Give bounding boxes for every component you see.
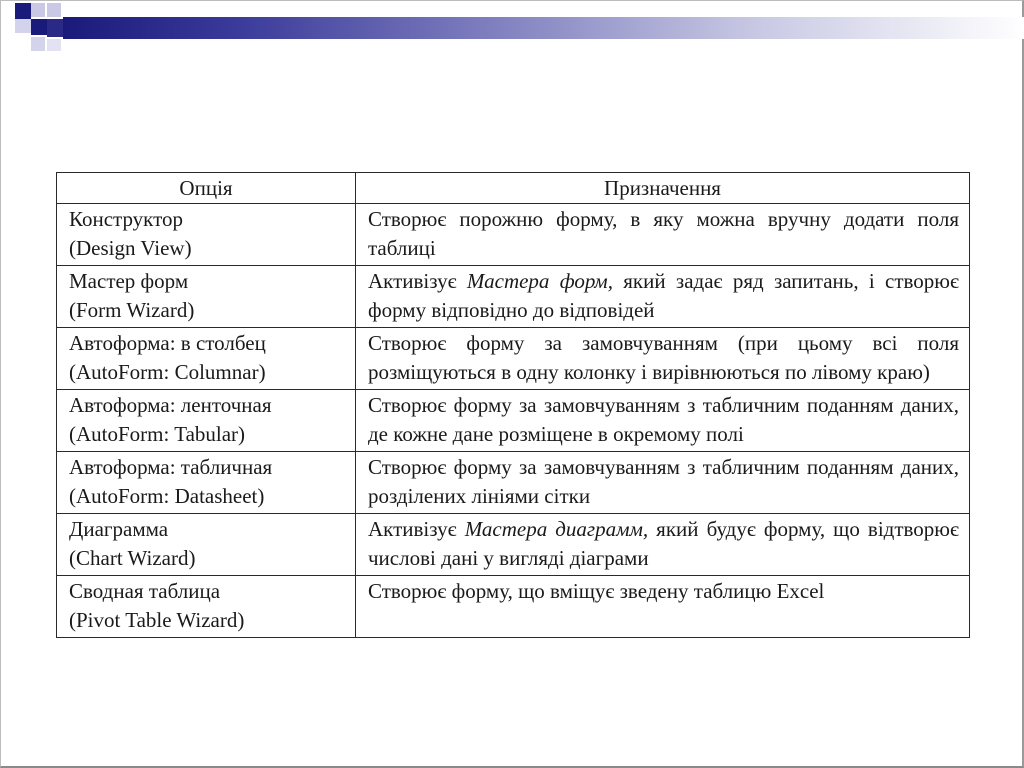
decor-square bbox=[47, 3, 61, 17]
purpose-text: Створює форму за замовчуванням з табличним поданням даних, де кожне дане розміщене в окремому полі bbox=[368, 393, 959, 446]
purpose-text: Створює форму за замовчуванням (при цьому всі поля розміщуються в одну колонку і вирівнюються по лівому краю) bbox=[368, 331, 959, 384]
option-cell bbox=[57, 204, 356, 266]
option-name-en: (AutoForm: Tabular) bbox=[69, 422, 246, 446]
purpose-text: Створює форму, що вміщує зведену таблицю Excel bbox=[368, 579, 825, 603]
purpose-text: Активізує bbox=[368, 269, 467, 293]
table-row bbox=[57, 514, 970, 576]
header-gradient-bar bbox=[63, 17, 1024, 39]
option-name: Автоформа: в столбец bbox=[69, 331, 266, 355]
option-name: Автоформа: табличная bbox=[69, 455, 273, 479]
purpose-emphasis: Мастера диаграмм, bbox=[464, 517, 649, 541]
table-row bbox=[57, 204, 970, 266]
option-cell bbox=[57, 576, 356, 638]
purpose-text: Створює порожню форму, в яку можна вручну додати поля таблиці bbox=[368, 207, 959, 260]
option-name-en: (Pivot Table Wizard) bbox=[69, 608, 245, 632]
decor-square bbox=[15, 3, 31, 19]
decor-square bbox=[31, 3, 45, 17]
header-purpose: Призначення bbox=[356, 173, 970, 204]
option-name-en: (Form Wizard) bbox=[69, 298, 195, 322]
option-cell bbox=[57, 390, 356, 452]
table-row bbox=[57, 452, 970, 514]
option-cell bbox=[57, 514, 356, 576]
purpose-text: Створює форму за замовчуванням з табличним поданням даних, розділених лініями сітки bbox=[368, 455, 959, 508]
decor-square bbox=[47, 39, 61, 51]
decor-square bbox=[31, 37, 45, 51]
purpose-cell bbox=[356, 266, 970, 328]
decor-square bbox=[31, 19, 47, 35]
purpose-cell bbox=[356, 390, 970, 452]
table-row bbox=[57, 328, 970, 390]
decor-square bbox=[15, 19, 31, 33]
table-row bbox=[57, 266, 970, 328]
option-name-en: (AutoForm: Columnar) bbox=[69, 360, 266, 384]
purpose-cell bbox=[356, 514, 970, 576]
options-table bbox=[56, 172, 970, 638]
option-name: Диаграмма bbox=[69, 517, 169, 541]
table-header-row bbox=[57, 173, 970, 204]
option-name-en: (AutoForm: Datasheet) bbox=[69, 484, 265, 508]
purpose-emphasis: Мастера форм, bbox=[466, 269, 613, 293]
option-name: Автоформа: ленточная bbox=[69, 393, 272, 417]
purpose-cell bbox=[356, 576, 970, 638]
header-option: Опція bbox=[57, 173, 356, 204]
option-cell bbox=[57, 266, 356, 328]
table-row bbox=[57, 576, 970, 638]
option-name: Сводная таблица bbox=[69, 579, 221, 603]
purpose-cell bbox=[356, 204, 970, 266]
table-row bbox=[57, 390, 970, 452]
decor-square bbox=[47, 19, 63, 37]
purpose-text-rest: який задає ряд запитань, і створює форму відповідно до відповідей bbox=[368, 269, 959, 322]
option-cell bbox=[57, 452, 356, 514]
purpose-cell bbox=[356, 452, 970, 514]
purpose-text-rest: який будує форму, що відтворює числові дані у вигляді діаграми bbox=[368, 517, 959, 570]
option-name: Мастер форм bbox=[69, 269, 189, 293]
option-name-en: (Chart Wizard) bbox=[69, 546, 196, 570]
option-cell bbox=[57, 328, 356, 390]
purpose-text: Активізує bbox=[368, 517, 465, 541]
option-name-en: (Design View) bbox=[69, 236, 192, 260]
option-name: Конструктор bbox=[69, 207, 184, 231]
purpose-cell bbox=[356, 328, 970, 390]
